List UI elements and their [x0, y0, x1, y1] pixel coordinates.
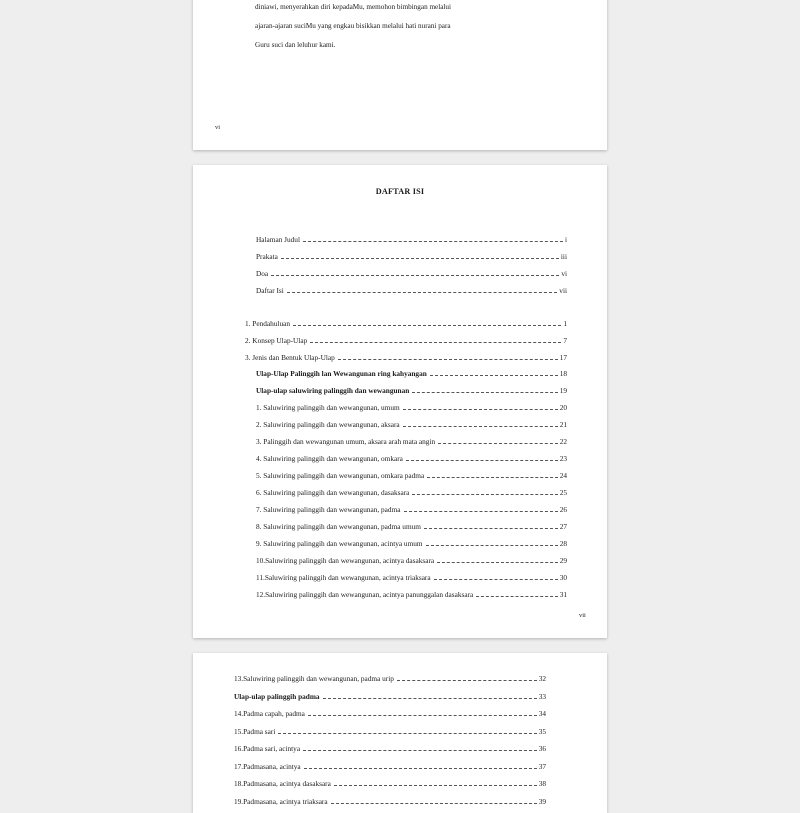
toc-entry[interactable] [245, 336, 567, 346]
page-number: vii [579, 612, 586, 619]
toc-entry-page: 35 [538, 726, 546, 736]
toc-entry-label: 15.Padma sari [234, 726, 276, 736]
toc-entry-label: 2. Saluwiring palinggih dan wewangunan, aksara [256, 420, 400, 429]
toc-entry-page: 32 [538, 674, 546, 683]
toc-entry-page: 31 [559, 590, 567, 599]
toc-entry[interactable] [256, 488, 567, 498]
toc-entry-label: 7. Saluwiring palinggih dan wewangunan, padma [256, 505, 401, 514]
toc-entry[interactable] [256, 522, 567, 532]
toc-leader-dots [403, 420, 558, 427]
toc-entry-page: 20 [559, 403, 567, 412]
toc-entry[interactable] [256, 286, 567, 296]
toc-entry[interactable] [245, 353, 567, 363]
toc-entry[interactable] [256, 539, 567, 549]
toc-entry-page: vi [561, 269, 567, 278]
toc-entry-label: 3. Jenis dan Bentuk Ulap-Ulap [245, 353, 335, 362]
toc-leader-dots [303, 235, 563, 242]
toc-entry-page: 28 [559, 539, 567, 548]
toc-entry-label: 2. Konsep Ulap-Ulap [245, 336, 308, 345]
toc-entry-page: iii [560, 252, 567, 261]
prose-line: diniawi, menyerahkan diri kepadaMu, memohon bimbingan melalui [255, 3, 452, 11]
toc-leader-dots [403, 403, 558, 410]
toc-entry-label: 11.Saluwiring palinggih dan wewangunan, acintya triaksara [256, 573, 431, 582]
toc-entry-label: 8. Saluwiring palinggih dan wewangunan, padma umum [256, 522, 421, 531]
toc-entry[interactable] [256, 235, 567, 245]
page-title: DAFTAR ISI [375, 187, 425, 196]
page-number: vi [215, 124, 221, 131]
toc-entry-page: 39 [538, 796, 546, 806]
toc-entry-page: 27 [559, 522, 567, 531]
toc-entry[interactable] [256, 471, 567, 481]
toc-entry-label: Doa [256, 269, 269, 278]
toc-entry[interactable] [256, 420, 567, 430]
toc-entry-page: 22 [559, 437, 567, 446]
toc-leader-dots [281, 252, 559, 259]
toc-leader-dots [323, 692, 537, 699]
toc-entry-page: 33 [538, 691, 546, 701]
toc-entry[interactable] [234, 727, 546, 737]
toc-leader-dots [426, 539, 558, 546]
toc-entry-label: 12.Saluwiring palinggih dan wewangunan, acintya panunggalan dasaksara [256, 590, 474, 599]
toc-entry-label: 5. Saluwiring palinggih dan wewangunan, omkara padma [256, 471, 425, 480]
toc-leader-dots [271, 269, 559, 276]
toc-leader-dots [310, 336, 561, 343]
toc-leader-dots [404, 505, 558, 512]
toc-entry-label: 18.Padmasana, acintya dasaksara [234, 779, 331, 788]
toc-entry-label: 10.Saluwiring palinggih dan wewangunan, acintya dasaksara [256, 556, 435, 565]
toc-entry[interactable] [256, 403, 567, 413]
toc-entry-label: 13.Saluwiring palinggih dan wewangunan, padma urip [234, 674, 394, 683]
toc-entry-label: 16.Padma sari, acintya [234, 744, 301, 753]
toc-leader-dots [397, 674, 537, 681]
toc-entry-page: vii [559, 286, 567, 295]
toc-entry-page: 36 [538, 744, 546, 753]
toc-leader-dots [308, 709, 537, 716]
toc-entry[interactable] [256, 437, 567, 447]
toc-entry-page: 24 [559, 471, 567, 480]
toc-leader-dots [303, 744, 537, 751]
toc-entry[interactable] [256, 454, 567, 464]
document-page-doa [193, 0, 607, 150]
toc-entry-page: 7 [563, 336, 567, 345]
toc-entry-page: 30 [559, 573, 567, 582]
prose-line: ajaran-ajaran suciMu yang engkau bisikkan melalui hati nurani para [255, 22, 451, 30]
toc-entry[interactable] [256, 386, 567, 396]
toc-entry[interactable] [256, 369, 567, 379]
toc-entry[interactable] [234, 779, 546, 789]
toc-entry-label: Halaman Judul [256, 235, 300, 244]
toc-entry[interactable] [234, 744, 546, 754]
toc-entry[interactable] [256, 573, 567, 583]
toc-entry-page: 25 [559, 488, 567, 497]
prose-line: Guru suci dan leluhur kami. [255, 41, 336, 49]
toc-entry-label: 14.Padma capah, padma [234, 709, 305, 718]
toc-leader-dots [331, 797, 537, 804]
toc-leader-dots [304, 762, 537, 769]
toc-leader-dots [427, 471, 558, 478]
toc-entry[interactable] [256, 252, 567, 262]
toc-entry-label: Ulap-ulap saluwiring palinggih dan wewangunan [256, 386, 410, 395]
toc-entry[interactable] [256, 590, 567, 600]
toc-entry-page: 38 [538, 779, 546, 788]
toc-entry[interactable] [256, 269, 567, 279]
toc-leader-dots [278, 727, 536, 734]
toc-entry-label: 19.Padmasana, acintya triaksara [234, 796, 328, 806]
toc-entry-page: 18 [559, 369, 567, 378]
toc-entry-page: i [564, 235, 567, 244]
toc-entry-page: 21 [559, 420, 567, 429]
toc-entry-page: 23 [559, 454, 567, 463]
toc-entry-label: Ulap-ulap palinggih padma [234, 691, 320, 701]
toc-entry-label: 9. Saluwiring palinggih dan wewangunan, acintya umum [256, 539, 423, 548]
toc-leader-dots [334, 779, 537, 786]
toc-entry-page: 1 [563, 319, 567, 328]
toc-entry[interactable] [234, 797, 546, 807]
toc-entry[interactable] [234, 709, 546, 719]
toc-entry[interactable] [245, 319, 567, 329]
toc-leader-dots [406, 454, 558, 461]
toc-entry-page: 26 [559, 505, 567, 514]
toc-entry-page: 17 [559, 353, 567, 362]
toc-entry[interactable] [234, 692, 546, 702]
toc-leader-dots [412, 488, 557, 495]
toc-leader-dots [412, 386, 557, 393]
document-page-daftar-isi-continued [193, 653, 607, 813]
toc-leader-dots [438, 437, 558, 444]
toc-leader-dots [434, 573, 558, 580]
toc-entry-page: 29 [559, 556, 567, 565]
toc-entry[interactable] [256, 505, 567, 515]
toc-leader-dots [287, 286, 558, 293]
toc-entry[interactable] [234, 762, 546, 772]
toc-entry-label: 4. Saluwiring palinggih dan wewangunan, omkara [256, 454, 403, 463]
toc-entry-label: 1. Saluwiring palinggih dan wewangunan, umum [256, 403, 400, 412]
toc-entry-page: 34 [538, 709, 546, 718]
toc-entry-label: Prakata [256, 252, 278, 261]
toc-leader-dots [476, 590, 557, 597]
toc-leader-dots [293, 319, 561, 326]
toc-entry-label: 17.Padmasana, acintya [234, 761, 301, 771]
toc-entry-label: Daftar Isi [256, 286, 284, 295]
toc-leader-dots [424, 522, 558, 529]
toc-leader-dots [437, 556, 558, 563]
toc-leader-dots [430, 369, 558, 376]
toc-entry-label: Ulap-Ulap Palinggih lan Wewangunan ring kahyangan [256, 369, 427, 378]
toc-entry-label: 3. Palinggih dan wewangunan umum, aksara arah mata angin [256, 437, 436, 446]
toc-entry-label: 6. Saluwiring palinggih dan wewangunan, dasaksara [256, 488, 410, 497]
toc-entry-page: 37 [538, 761, 546, 771]
toc-entry-label: 1. Pendahuluan [245, 319, 290, 328]
toc-entry[interactable] [256, 556, 567, 566]
toc-entry[interactable] [234, 674, 546, 684]
toc-leader-dots [338, 353, 558, 360]
toc-entry-page: 19 [559, 386, 567, 395]
document-page-daftar-isi [193, 165, 607, 638]
